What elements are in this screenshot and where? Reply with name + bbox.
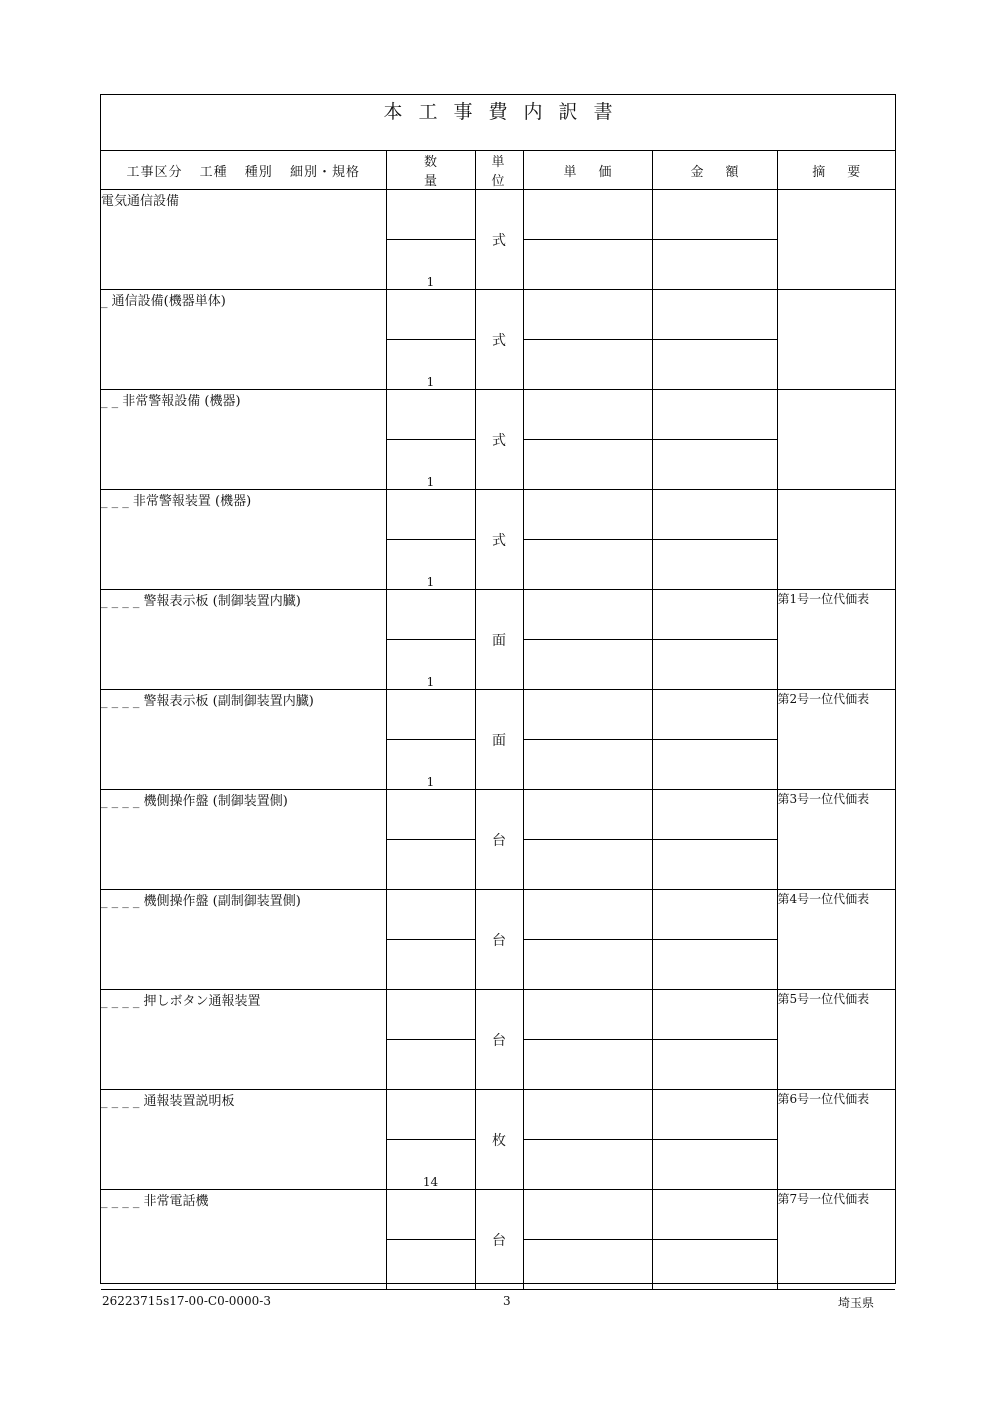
amount-upper (652, 990, 777, 1040)
header-unit: 単位 (475, 151, 523, 190)
quantity-upper (386, 1190, 475, 1240)
item-quantity: 1 (386, 340, 475, 390)
quantity-upper (386, 790, 475, 840)
header-quantity: 数量 (386, 151, 475, 190)
unit-price-lower (523, 1140, 652, 1190)
item-remarks: 第7号一位代価表 (777, 1190, 895, 1290)
quantity-upper (386, 590, 475, 640)
quantity-upper (386, 490, 475, 540)
table-row (101, 490, 895, 540)
amount-lower (652, 540, 777, 590)
item-unit: 式 (475, 490, 523, 590)
item-name: _ _ _ _ 機側操作盤 (制御装置側) (101, 790, 386, 890)
amount-lower (652, 1140, 777, 1190)
table-row (101, 390, 895, 440)
item-name: 電気通信設備 (101, 190, 386, 290)
footer-doc-id: 26223715s17-00-C0-0000-3 (102, 1294, 271, 1308)
item-name: _ 通信設備(機器単体) (101, 290, 386, 390)
unit-price-upper (523, 790, 652, 840)
amount-lower (652, 940, 777, 990)
amount-upper (652, 190, 777, 240)
quantity-upper (386, 190, 475, 240)
item-remarks (777, 390, 895, 490)
unit-price-lower (523, 840, 652, 890)
table-row (101, 590, 895, 640)
item-quantity: 1 (386, 640, 475, 690)
amount-lower (652, 1240, 777, 1290)
amount-upper (652, 690, 777, 740)
item-unit: 面 (475, 590, 523, 690)
amount-upper (652, 390, 777, 440)
quantity-upper (386, 290, 475, 340)
footer-organization: 埼玉県 (838, 1296, 875, 1310)
table-row (101, 990, 895, 1040)
unit-price-lower (523, 1040, 652, 1090)
item-name: _ _ _ 非常警報装置 (機器) (101, 490, 386, 590)
unit-price-lower (523, 640, 652, 690)
header-remarks: 摘要 (777, 151, 895, 190)
item-remarks: 第4号一位代価表 (777, 890, 895, 990)
amount-upper (652, 890, 777, 940)
item-quantity: 1 (386, 540, 475, 590)
item-quantity: 1 (386, 240, 475, 290)
item-unit: 台 (475, 1190, 523, 1290)
item-remarks (777, 190, 895, 290)
amount-lower (652, 840, 777, 890)
amount-upper (652, 290, 777, 340)
item-unit: 式 (475, 290, 523, 390)
table-row (101, 1090, 895, 1140)
header-unit-price: 単価 (523, 151, 652, 190)
unit-price-upper (523, 490, 652, 540)
unit-price-lower (523, 540, 652, 590)
amount-lower (652, 340, 777, 390)
amount-lower (652, 640, 777, 690)
item-unit: 式 (475, 390, 523, 490)
unit-price-upper (523, 1090, 652, 1140)
unit-price-upper (523, 590, 652, 640)
unit-price-upper (523, 1190, 652, 1240)
amount-lower (652, 740, 777, 790)
item-quantity (386, 940, 475, 990)
quantity-upper (386, 990, 475, 1040)
quantity-upper (386, 690, 475, 740)
item-remarks: 第6号一位代価表 (777, 1090, 895, 1190)
table-row (101, 1190, 895, 1240)
amount-upper (652, 490, 777, 540)
quantity-upper (386, 390, 475, 440)
item-quantity (386, 840, 475, 890)
unit-price-lower (523, 1240, 652, 1290)
item-remarks (777, 290, 895, 390)
item-unit: 台 (475, 790, 523, 890)
unit-price-lower (523, 940, 652, 990)
table-row (101, 290, 895, 340)
footer-page-number: 3 (503, 1294, 511, 1308)
amount-lower (652, 240, 777, 290)
item-name: _ _ _ _ 警報表示板 (副制御装置内臓) (101, 690, 386, 790)
amount-upper (652, 790, 777, 840)
table-row (101, 790, 895, 840)
item-quantity: 14 (386, 1140, 475, 1190)
item-remarks: 第1号一位代価表 (777, 590, 895, 690)
item-name: _ _ _ _ 通報装置説明板 (101, 1090, 386, 1190)
page-title: 本工事費内訳書 (101, 95, 895, 151)
table-row (101, 890, 895, 940)
item-name: _ _ _ _ 機側操作盤 (副制御装置側) (101, 890, 386, 990)
item-remarks: 第5号一位代価表 (777, 990, 895, 1090)
unit-price-upper (523, 890, 652, 940)
unit-price-lower (523, 740, 652, 790)
item-quantity: 1 (386, 440, 475, 490)
unit-price-upper (523, 290, 652, 340)
estimate-sheet (100, 94, 896, 1284)
unit-price-lower (523, 240, 652, 290)
amount-upper (652, 1190, 777, 1240)
header-name: 工事区分 工種 種別 細別・規格 (101, 151, 386, 190)
item-name: _ _ 非常警報設備 (機器) (101, 390, 386, 490)
item-remarks: 第2号一位代価表 (777, 690, 895, 790)
header-amount: 金額 (652, 151, 777, 190)
amount-lower (652, 440, 777, 490)
unit-price-upper (523, 690, 652, 740)
item-remarks: 第3号一位代価表 (777, 790, 895, 890)
item-unit: 式 (475, 190, 523, 290)
amount-upper (652, 590, 777, 640)
table-header-row (101, 151, 895, 190)
item-quantity: 1 (386, 740, 475, 790)
item-name: _ _ _ _ 非常電話機 (101, 1190, 386, 1290)
item-name: _ _ _ _ 警報表示板 (制御装置内臓) (101, 590, 386, 690)
amount-upper (652, 1090, 777, 1140)
item-unit: 台 (475, 890, 523, 990)
unit-price-upper (523, 190, 652, 240)
table-row (101, 190, 895, 240)
table-row (101, 690, 895, 740)
amount-lower (652, 1040, 777, 1090)
unit-price-upper (523, 990, 652, 1040)
estimate-table (101, 151, 895, 1290)
item-name: _ _ _ _ 押しボタン通報装置 (101, 990, 386, 1090)
unit-price-lower (523, 440, 652, 490)
item-quantity (386, 1040, 475, 1090)
unit-price-upper (523, 390, 652, 440)
item-unit: 面 (475, 690, 523, 790)
unit-price-lower (523, 340, 652, 390)
quantity-upper (386, 1090, 475, 1140)
item-unit: 台 (475, 990, 523, 1090)
quantity-upper (386, 890, 475, 940)
item-remarks (777, 490, 895, 590)
item-quantity (386, 1240, 475, 1290)
item-unit: 枚 (475, 1090, 523, 1190)
